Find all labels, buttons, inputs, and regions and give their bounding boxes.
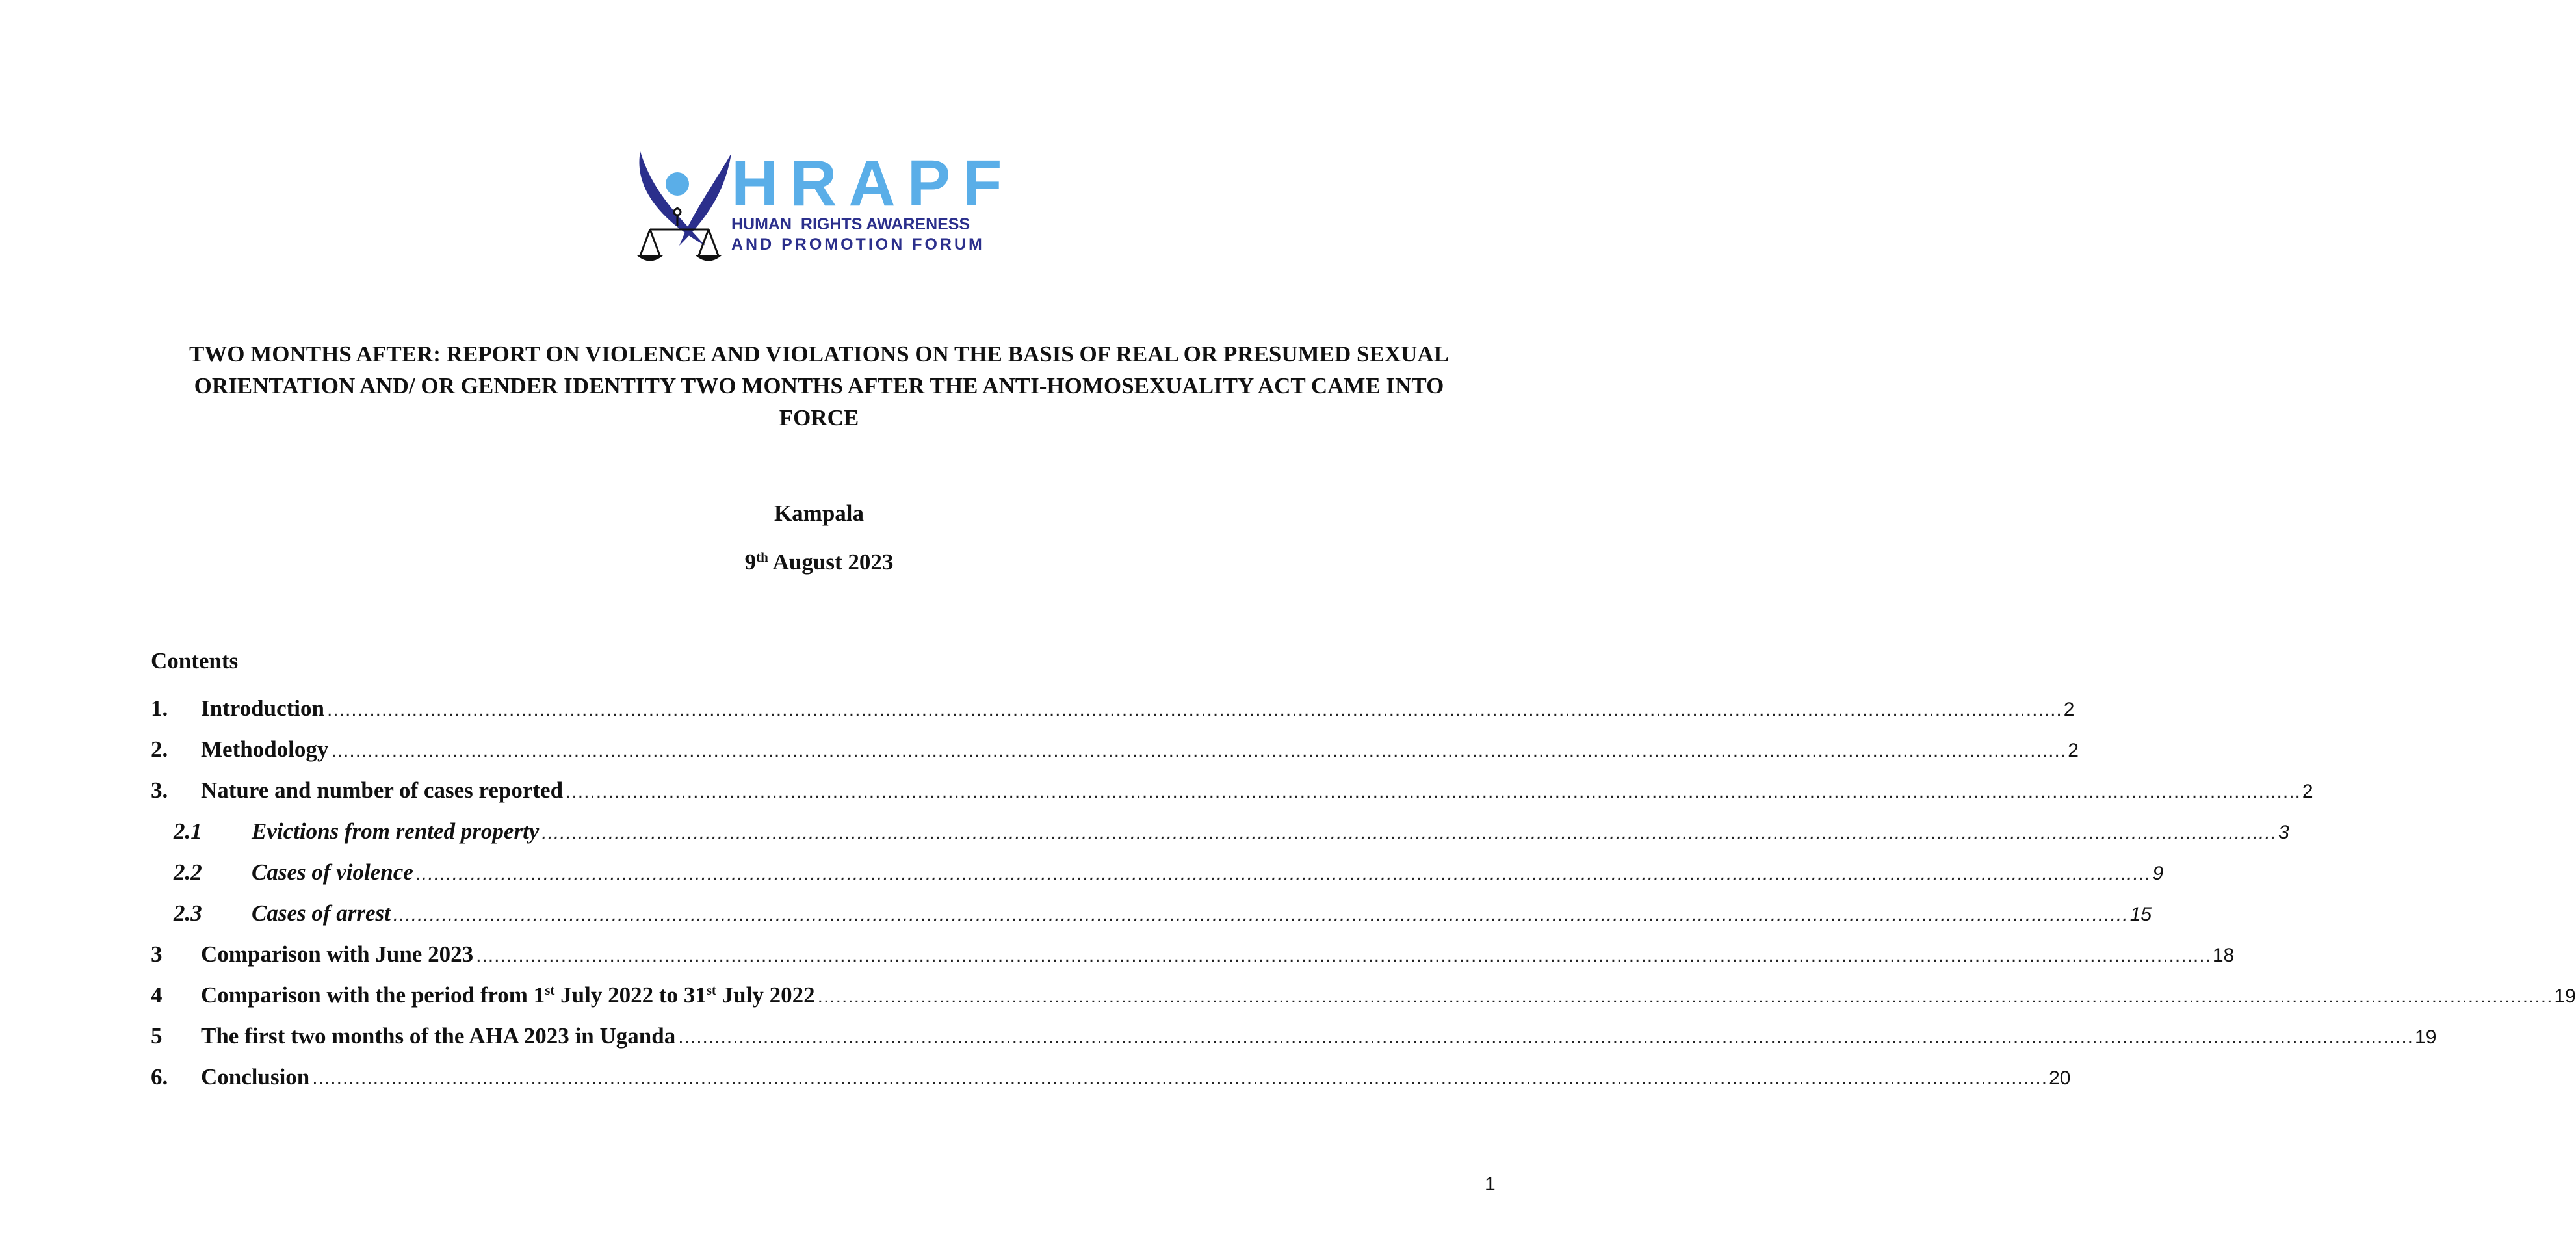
toc-entry-arrest[interactable]: [151, 900, 2152, 941]
date-rest: August 2023: [768, 549, 894, 575]
toc-title-part: Comparison with the period from 1: [201, 982, 545, 1008]
toc-leader: ..............................................................................................................................................................................................................................................................................................: [326, 699, 2062, 720]
table-of-contents: [151, 696, 2576, 1105]
toc-entry-first-two-months[interactable]: [151, 1023, 2437, 1064]
toc-entry-number: 2.3: [174, 900, 202, 926]
toc-entry-evictions[interactable]: [151, 818, 2289, 859]
toc-leader: ..............................................................................................................................................................................................................................................................................................: [415, 863, 2152, 884]
contents-heading: Contents: [151, 648, 239, 674]
toc-entry-number: 5: [151, 1023, 163, 1049]
toc-entry-introduction[interactable]: [151, 696, 2075, 737]
toc-entry-page: 20: [2049, 1067, 2071, 1089]
toc-leader: ..............................................................................................................................................................................................................................................................................................: [541, 822, 2278, 843]
report-title: [130, 338, 1508, 434]
toc-entry-page: 3: [2278, 822, 2289, 843]
toc-leader: ..............................................................................................................................................................................................................................................................................................: [566, 781, 2301, 802]
logo-tagline-line2: AND PROMOTION FORUM: [731, 235, 985, 254]
toc-entry-comparison-period[interactable]: [151, 982, 2576, 1023]
toc-entry-page: 18: [2212, 945, 2235, 966]
toc-entry-page: 9: [2152, 863, 2164, 884]
report-title-line-3: FORCE: [779, 405, 859, 430]
toc-entry-methodology[interactable]: [151, 737, 2079, 778]
toc-entry-number: 2.2: [174, 859, 202, 885]
toc-leader: ..............................................................................................................................................................................................................................................................................................: [393, 904, 2129, 925]
scale-pan-left-icon: [637, 255, 663, 261]
date-day: 9: [744, 549, 757, 575]
toc-entry-number: 2.1: [174, 818, 202, 844]
toc-entry-number: 1.: [151, 696, 168, 721]
toc-leader: ..............................................................................................................................................................................................................................................................................................: [331, 740, 2067, 761]
toc-entry-page: 2: [2068, 740, 2079, 761]
toc-entry-violence[interactable]: [151, 859, 2164, 900]
toc-entry-comparison-june[interactable]: [151, 941, 2235, 982]
toc-entry-title: Comparison with June 2023: [201, 941, 474, 967]
toc-entry-page: 2: [2302, 781, 2313, 802]
toc-entry-title: Introduction: [201, 696, 324, 721]
toc-entry-page: 2: [2063, 699, 2075, 720]
toc-entry-number: 4: [151, 982, 163, 1008]
toc-entry-conclusion[interactable]: [151, 1064, 2071, 1105]
report-title-line-1: TWO MONTHS AFTER: REPORT ON VIOLENCE AND VIOLATIONS ON THE BASIS OF REAL OR PRESUMED SEXUAL: [189, 341, 1450, 367]
toc-leader: ..............................................................................................................................................................................................................................................................................................: [312, 1067, 2048, 1089]
toc-entry-title: Methodology: [201, 737, 329, 762]
report-date: [0, 548, 1638, 577]
toc-entry-number: 3.: [151, 778, 168, 803]
toc-entry-nature-of-cases[interactable]: [151, 778, 2313, 818]
logo-swoosh-right: [679, 153, 731, 246]
hrapf-logo-graphic: [634, 147, 1014, 265]
toc-title-part: July 2022 to 31: [554, 982, 707, 1008]
toc-entry-title: [201, 982, 815, 1008]
toc-entry-page: 19: [2554, 986, 2576, 1007]
toc-leader: ..............................................................................................................................................................................................................................................................................................: [817, 986, 2553, 1007]
toc-entry-page: 15: [2129, 904, 2152, 925]
toc-entry-number: 3: [151, 941, 163, 967]
date-suffix: th: [756, 549, 768, 565]
report-title-line-2: ORIENTATION AND/ OR GENDER IDENTITY TWO MONTHS AFTER THE ANTI-HOMOSEXUALITY ACT CAME INTO: [194, 373, 1444, 399]
toc-entry-page: 19: [2415, 1027, 2437, 1048]
toc-entry-title: Nature and number of cases reported: [201, 778, 564, 803]
hrapf-logo: [634, 147, 1014, 265]
toc-entry-title: The first two months of the AHA 2023 in Uganda: [201, 1023, 676, 1049]
toc-entry-title: Cases of arrest: [252, 900, 391, 926]
toc-title-sup: st: [706, 982, 716, 998]
logo-wordmark: HRAPF: [731, 147, 1014, 220]
scale-pan-right-icon: [696, 255, 722, 261]
toc-leader: ..............................................................................................................................................................................................................................................................................................: [678, 1027, 2414, 1048]
page-number: 1: [1485, 1173, 1496, 1195]
report-place: Kampala: [774, 501, 865, 526]
toc-title-part: July 2022: [716, 982, 815, 1008]
toc-entry-number: 2.: [151, 737, 168, 762]
toc-entry-number: 6.: [151, 1064, 168, 1090]
toc-leader: ..............................................................................................................................................................................................................................................................................................: [476, 945, 2211, 966]
logo-tagline-line1: HUMAN RIGHTS AWARENESS: [731, 215, 970, 233]
toc-entry-title: Evictions from rented property: [252, 818, 540, 844]
logo-head-icon: [666, 172, 689, 196]
toc-entry-title: Conclusion: [201, 1064, 310, 1090]
toc-title-sup: st: [545, 982, 555, 998]
toc-entry-title: Cases of violence: [252, 859, 413, 885]
